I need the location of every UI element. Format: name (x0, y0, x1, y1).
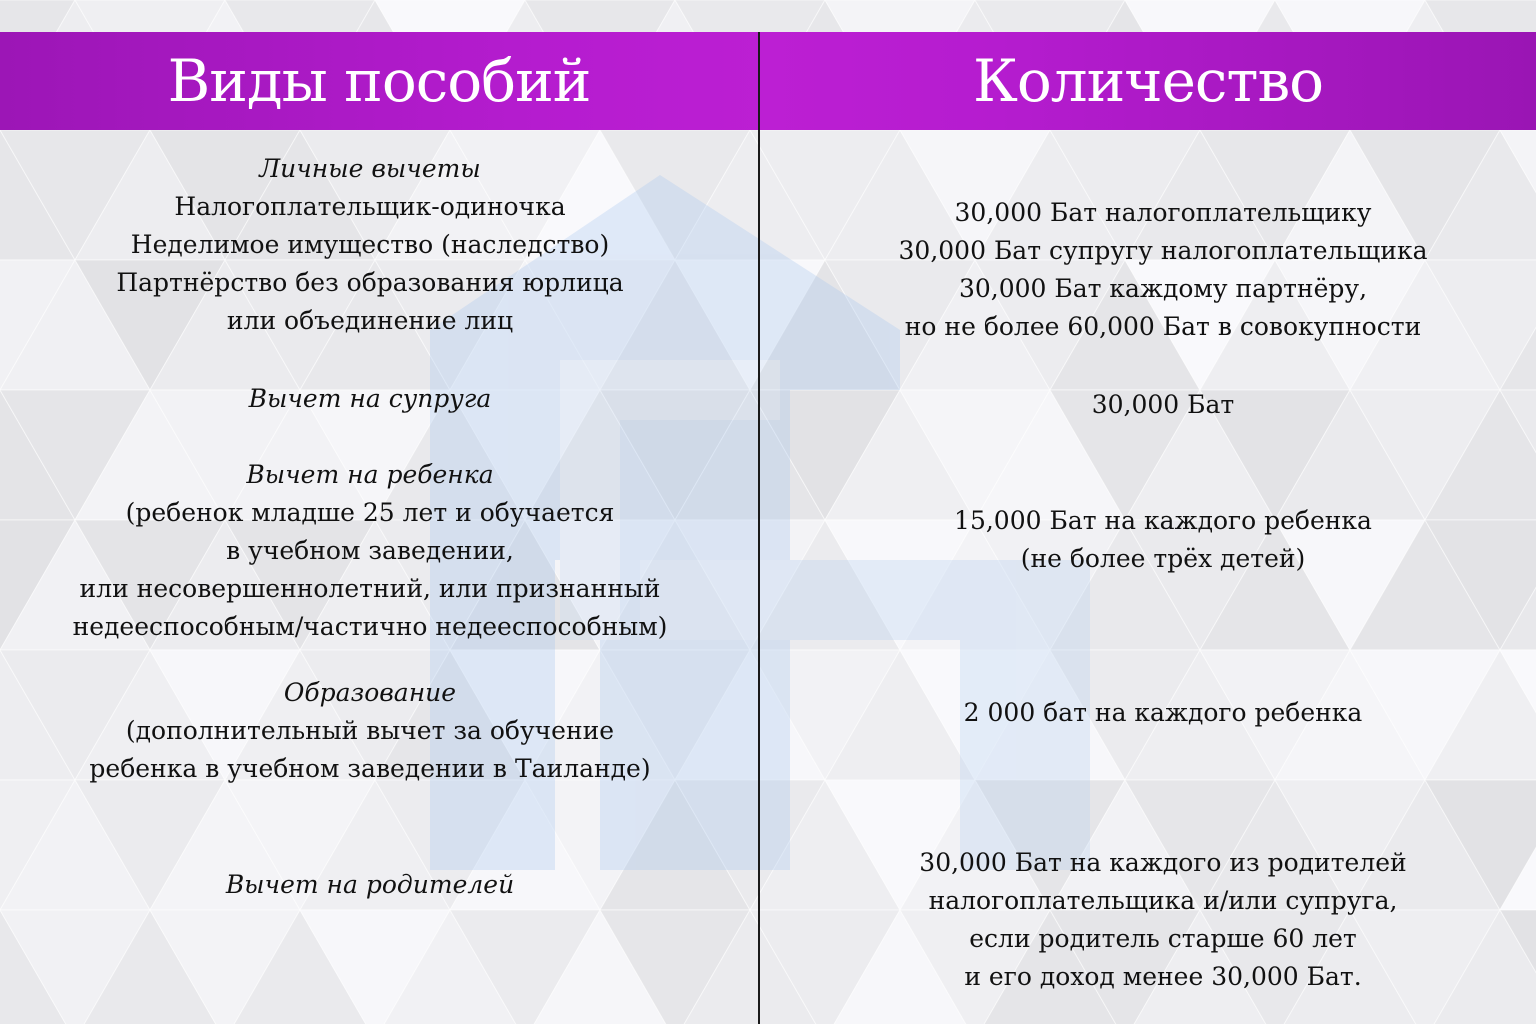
row-text-line: (ребенок младше 25 лет и обучается (125, 498, 615, 527)
row-text-line: Неделимое имущество (наследство) (130, 230, 610, 259)
amount-line: 30,000 Бат налогоплательщику (954, 198, 1372, 227)
amount-line: 30,000 Бат супругу налогоплательщика (898, 236, 1428, 265)
row-personal-type (0, 150, 740, 340)
row-text-line: или несовершеннолетний, или признанный (79, 574, 661, 603)
row-title: Вычет на родителей (225, 870, 515, 899)
row-spouse-type (0, 380, 740, 418)
amount-line: 30,000 Бат на каждого из родителей (919, 848, 1407, 877)
row-education-amount (770, 694, 1536, 732)
row-parents-amount (770, 844, 1536, 996)
row-text-line: недееспособным/частично недееспособным) (72, 612, 668, 641)
amount-line: налогоплательщика и/или супруга, (928, 886, 1398, 915)
row-title: Образование (283, 678, 457, 707)
row-text-line: (дополнительный вычет за обучение (125, 716, 615, 745)
row-parents-type (0, 866, 740, 904)
amount-line: 15,000 Бат на каждого ребенка (954, 506, 1372, 535)
header-amount: Количество (972, 47, 1324, 115)
row-child-type (0, 456, 740, 646)
row-spouse-amount (770, 386, 1536, 424)
row-child-amount (770, 502, 1536, 578)
header-benefit-types: Виды пособий (167, 47, 591, 115)
row-text-line: ребенка в учебном заведении в Таиланде) (89, 754, 651, 783)
amount-line: и его доход менее 30,000 Бат. (964, 962, 1362, 991)
amount-line: 2 000 бат на каждого ребенка (963, 698, 1363, 727)
row-text-line: Партнёрство без образования юрлица (116, 268, 624, 297)
table-header (0, 32, 1536, 130)
amount-line: если родитель старше 60 лет (969, 924, 1357, 953)
column-divider (758, 32, 760, 1024)
row-text-line: в учебном заведении, (226, 536, 514, 565)
row-title: Вычет на супруга (248, 384, 492, 413)
row-title: Личные вычеты (259, 154, 481, 183)
row-education-type (0, 674, 740, 788)
row-personal-amount (770, 194, 1536, 346)
amount-line: 30,000 Бат каждому партнёру, (958, 274, 1368, 303)
row-text-line: Налогоплательщик-одиночка (174, 192, 566, 221)
amount-line: но не более 60,000 Бат в совокупности (904, 312, 1422, 341)
amount-line: (не более трёх детей) (1020, 544, 1306, 573)
amount-line: 30,000 Бат (1091, 390, 1235, 419)
row-text-line: или объединение лиц (226, 306, 514, 335)
row-title: Вычет на ребенка (246, 460, 494, 489)
